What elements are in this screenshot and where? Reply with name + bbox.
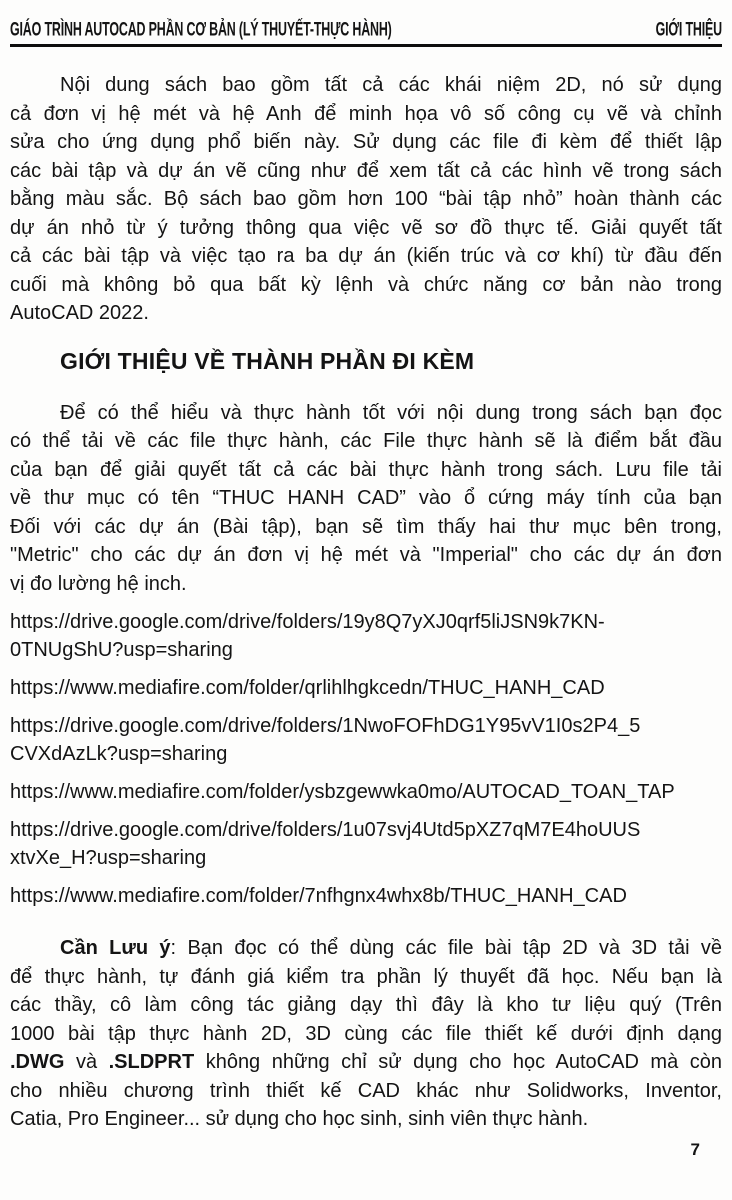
body-paragraph bbox=[10, 399, 722, 599]
text-line bbox=[10, 1105, 722, 1134]
text-line bbox=[10, 674, 722, 702]
text-run: Catia, Pro Engineer... sử dụng cho học sinh, sinh viên thực hành. bbox=[10, 1108, 589, 1130]
text-run: https://www.mediafire.com/folder/ysbzgewwka0mo/AUTOCAD_TOAN_TAP bbox=[10, 781, 675, 803]
url-text-block bbox=[10, 816, 722, 872]
text-line bbox=[10, 71, 722, 100]
text-line bbox=[10, 1020, 722, 1049]
text-line bbox=[10, 541, 722, 570]
text-run: về thư mục có tên “THUC HANH CAD” vào ổ cứng máy tính của bạn bbox=[10, 487, 722, 509]
text-run: Để có thể hiểu và thực hành tốt với nội dung trong sách bạn đọc bbox=[60, 401, 722, 424]
text-run: CVXdAzLk?usp=sharing bbox=[10, 743, 228, 765]
text-run: 1000 bài tập thực hành 2D, 3D cùng các file thiết kế dưới định dạng bbox=[10, 1022, 722, 1045]
page-number: 7 bbox=[690, 1140, 700, 1159]
section-heading: GIỚI THIỆU VỀ THÀNH PHẦN ĐI KÈM bbox=[60, 347, 475, 374]
text-line bbox=[10, 740, 722, 768]
running-title: GIÁO TRÌNH AUTOCAD PHẦN CƠ BẢN (LÝ THUYẾT-THỰC HÀNH) bbox=[10, 18, 392, 41]
text-run: https://www.mediafire.com/folder/7nfhgnx4whx8b/THUC_HANH_CAD bbox=[10, 885, 627, 907]
text-line bbox=[10, 882, 722, 910]
text-line bbox=[10, 299, 722, 328]
text-run: Nội dung sách bao gồm tất cả các khái niệm 2D, nó sử dụng bbox=[60, 74, 722, 96]
text-line bbox=[10, 844, 722, 872]
text-run: dự án nhỏ từ ý tưởng thông qua việc vẽ sơ đồ thực tế. Giải quyết tất bbox=[10, 216, 722, 239]
body-paragraph bbox=[10, 934, 722, 1134]
text-run: của bạn để giải quyết tất cả các bài thực hành trong sách. Lưu file tải bbox=[10, 458, 722, 481]
url-text-block bbox=[10, 608, 722, 664]
text-run: 0TNUgShU?usp=sharing bbox=[10, 639, 233, 661]
body-paragraph bbox=[10, 71, 722, 328]
text-line bbox=[10, 484, 722, 513]
text-run: xtvXe_H?usp=sharing bbox=[10, 847, 207, 869]
bold-text-run: .DWG bbox=[10, 1051, 65, 1073]
text-run: các thầy, cô làm công tác giảng dạy thì đây là kho tư liệu quý (Trên bbox=[10, 994, 722, 1016]
page-header bbox=[10, 18, 722, 47]
bold-text-run: Cần Lưu ý bbox=[60, 937, 171, 959]
text-run: các bài tập và dự án vẽ cũng như để xem tất cả các hình vẽ trong sách bbox=[10, 159, 722, 182]
text-line bbox=[10, 185, 722, 214]
text-line bbox=[10, 100, 722, 129]
text-line bbox=[10, 513, 722, 542]
url-text-block bbox=[10, 674, 722, 702]
text-line bbox=[10, 427, 722, 456]
url-text-block bbox=[10, 778, 722, 806]
text-run: : Bạn đọc có thể dùng các file bài tập 2D và 3D tải về bbox=[170, 937, 722, 959]
text-run: sửa cho ứng dụng phổ biến này. Sử dụng các file đi kèm để thiết lập bbox=[10, 131, 722, 153]
text-line bbox=[10, 991, 722, 1020]
text-line bbox=[10, 963, 722, 992]
text-run: https://www.mediafire.com/folder/qrlihlhgkcedn/THUC_HANH_CAD bbox=[10, 677, 605, 699]
text-run: có thể tải về các file thực hành, các File thực hành sẽ là điểm bắt đầu bbox=[10, 430, 722, 452]
text-line bbox=[10, 712, 722, 740]
text-line bbox=[10, 128, 722, 157]
text-run: https://drive.google.com/drive/folders/1NwoFOFhDG1Y95vV1I0s2P4_5 bbox=[10, 715, 641, 737]
text-run: không những chỉ sử dụng cho học AutoCAD mà còn bbox=[194, 1051, 722, 1073]
text-run: AutoCAD 2022. bbox=[10, 302, 149, 324]
text-line bbox=[10, 934, 722, 963]
text-run: https://drive.google.com/drive/folders/1u07svj4Utd5pXZ7qM7E4hoUUS bbox=[10, 819, 641, 841]
text-run: "Metric" cho các dự án đơn vị hệ mét và "Imperial" cho các dự án đơn bbox=[10, 544, 722, 566]
text-run: https://drive.google.com/drive/folders/19y8Q7yXJ0qrf5liJSN9k7KN- bbox=[10, 611, 605, 633]
url-text-block bbox=[10, 712, 722, 768]
text-run: vị đo lường hệ inch. bbox=[10, 572, 187, 595]
running-section-title: GIỚI THIỆU bbox=[655, 18, 722, 41]
text-run: cả các bài tập và việc tạo ra ba dự án (kiến trúc và cơ khí) từ đầu đến bbox=[10, 245, 722, 267]
text-line bbox=[10, 816, 722, 844]
text-line bbox=[10, 1077, 722, 1106]
text-run: cả đơn vị hệ mét và hệ Anh để minh họa vô số công cụ vẽ và chỉnh bbox=[10, 102, 722, 125]
bold-text-run: .SLDPRT bbox=[108, 1051, 195, 1073]
text-run: Đối với các dự án (Bài tập), bạn sẽ tìm thấy hai thư mục bên trong, bbox=[10, 515, 722, 538]
text-run: cho nhiều chương trình thiết kế CAD khác như Solidworks, Inventor, bbox=[10, 1079, 722, 1102]
text-line bbox=[10, 456, 722, 485]
text-line bbox=[10, 1048, 722, 1077]
text-line bbox=[10, 570, 722, 599]
text-line bbox=[10, 242, 722, 271]
text-line bbox=[10, 271, 722, 300]
text-line bbox=[10, 399, 722, 428]
text-line bbox=[10, 778, 722, 806]
url-text-block bbox=[10, 882, 722, 910]
text-line bbox=[10, 214, 722, 243]
text-run: để thực hành, tự đánh giá kiểm tra phần lý thuyết đã học. Nếu bạn là bbox=[10, 965, 722, 988]
text-line bbox=[10, 636, 722, 664]
text-line bbox=[10, 608, 722, 636]
text-run: cuối mà không bỏ qua bất kỳ lệnh và chức năng cơ bản nào trong bbox=[10, 273, 722, 296]
text-run: bằng màu sắc. Bộ sách bao gồm hơn 100 “bài tập nhỏ” hoàn thành các bbox=[10, 188, 722, 210]
text-line bbox=[10, 157, 722, 186]
page-body bbox=[10, 71, 722, 1134]
text-run: và bbox=[64, 1051, 109, 1073]
